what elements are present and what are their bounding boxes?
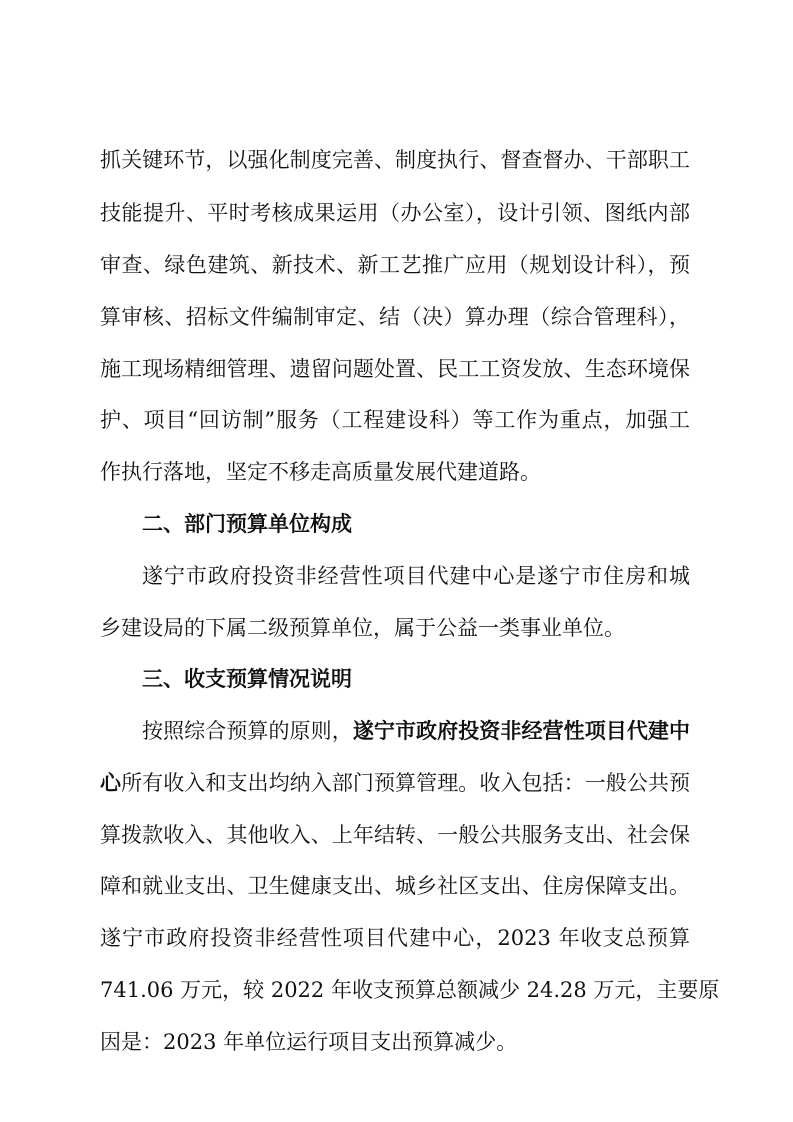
paragraph-line-6: 护、项目“回访制”服务（工程建设科）等工作为重点，加强工 [100, 408, 690, 432]
section3-line-4: 障和就业支出、卫生健康支出、城乡社区支出、住房保障支出。 [100, 874, 690, 898]
unit-name-bold-end: 心 [100, 770, 122, 795]
section3-line-5: 遂宁市政府投资非经营性项目代建中心，2023 年收支总预算 [100, 926, 690, 950]
paragraph-line-4: 算审核、招标文件编制审定、结（决）算办理（综合管理科）， [100, 305, 690, 329]
unit-name-bold: 遂宁市政府投资非经营性项目代建中 [352, 718, 691, 743]
section3-line-2-text: 所有收入和支出均纳入部门预算管理。收入包括：一般公共预 [121, 771, 691, 795]
paragraph-line-3: 审查、绿色建筑、新技术、新工艺推广应用（规划设计科），预 [100, 253, 690, 277]
section3-line-7: 因是：2023 年单位运行项目支出预算减少。 [100, 1030, 518, 1054]
section3-line-1-text: 按照综合预算的原则， [142, 719, 353, 743]
section2-line-2: 乡建设局的下属二级预算单位，属于公益一类事业单位。 [100, 616, 625, 640]
section3-line-2 [100, 763, 690, 803]
section3-line-1 [142, 711, 690, 751]
section2-line-1: 遂宁市政府投资非经营性项目代建中心是遂宁市住房和城 [142, 564, 690, 588]
paragraph-line-1: 抓关键环节，以强化制度完善、制度执行、督查督办、干部职工 [100, 148, 690, 172]
section3-line-3: 算拨款收入、其他收入、上年结转、一般公共服务支出、社会保 [100, 823, 690, 847]
paragraph-line-5: 施工现场精细管理、遗留问题处置、民工工资发放、生态环境保 [100, 357, 690, 381]
paragraph-line-2: 技能提升、平时考核成果运用（办公室），设计引领、图纸内部 [100, 201, 690, 225]
section-heading-2: 二、部门预算单位构成 [142, 512, 352, 536]
paragraph-line-7: 作执行落地，坚定不移走高质量发展代建道路。 [100, 460, 541, 484]
section3-line-6: 741.06 万元，较 2022 年收支预算总额减少 24.28 万元，主要原 [100, 978, 720, 1002]
section-heading-3: 三、收支预算情况说明 [142, 667, 352, 691]
